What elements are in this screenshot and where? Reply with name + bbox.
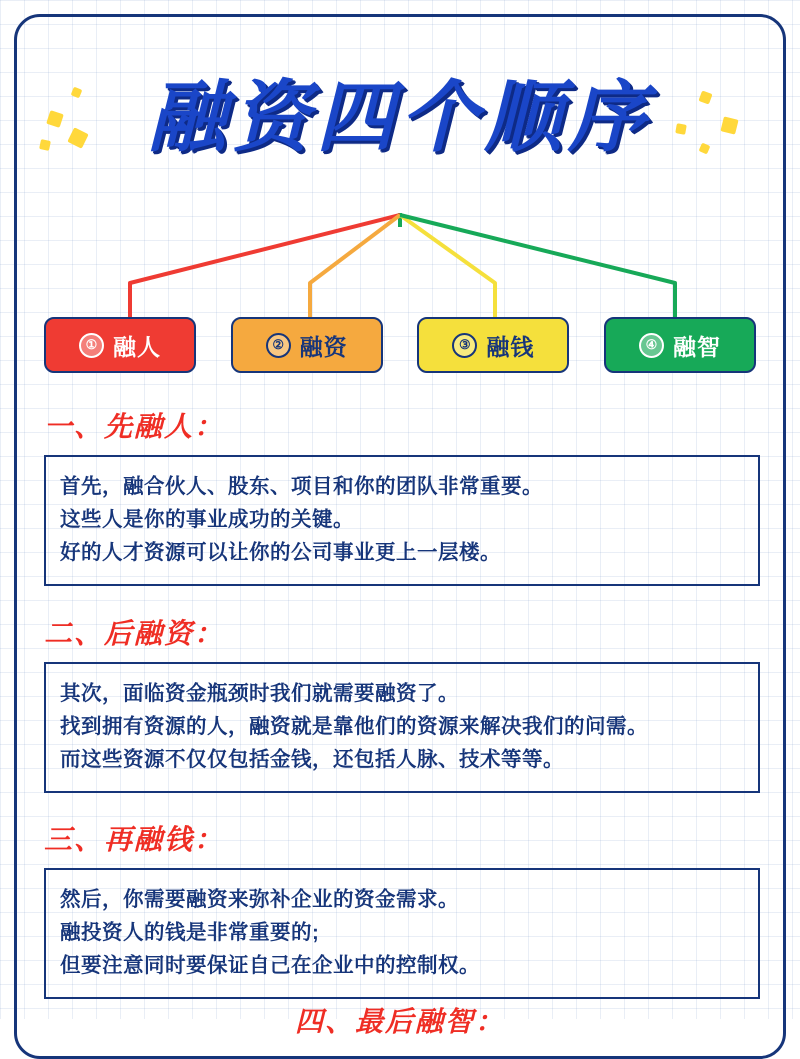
step-number-3: ③ [452,333,477,358]
step-number-4: ④ [639,333,664,358]
step-chip-2[interactable] [231,317,383,373]
section-3 [44,818,760,999]
step-number-2: ② [266,333,291,358]
section-1-line-2: 这些人是你的事业成功的关键。 [60,508,354,532]
section-3-body [44,868,760,999]
step-label-1: 融人 [113,333,161,360]
section-1-line-3: 好的人才资源可以让你的公司事业更上一层楼。 [60,541,501,565]
section-1-heading: 一、先融人： [44,411,225,442]
sparkle-icon [67,127,88,148]
section-3-line-2: 融投资人的钱是非常重要的; [60,921,320,945]
step-chip-4[interactable] [604,317,756,373]
sparkle-icon [675,123,687,135]
sparkle-icon [46,110,64,128]
step-number-1: ① [79,333,104,358]
section-2-heading: 二、后融资： [44,618,225,649]
step-chip-row [44,317,756,373]
sparkle-icon [39,139,51,151]
section-1 [44,405,760,586]
connector-tree [0,205,800,325]
page-title: 融资四个顺序 [147,73,652,161]
section-2-line-1: 其次，面临资金瓶颈时我们就需要融资了。 [60,682,459,705]
section-2-body [44,662,760,793]
section-3-heading: 三、再融钱： [44,824,225,855]
sparkle-icon [71,87,83,99]
section-1-line-1: 首先，融合伙人、股东、项目和你的团队非常重要。 [60,475,543,498]
step-label-3: 融钱 [486,333,535,360]
section-3-line-1: 然后，你需要融资来弥补企业的资金需求。 [60,888,459,911]
title-block [0,73,800,161]
step-label-4: 融智 [672,333,721,360]
step-chip-3[interactable] [417,317,569,373]
section-2 [44,612,760,793]
section-2-line-3: 而这些资源不仅仅包括金钱，还包括人脉、技术等等。 [60,748,564,772]
sparkle-icon [699,143,711,155]
section-3-line-3: 但要注意同时要保证自己在企业中的控制权。 [60,954,480,978]
step-chip-1[interactable] [44,317,196,373]
step-label-2: 融资 [299,333,348,360]
section-4-heading-peek: 四、最后融智： [294,1006,505,1037]
sparkle-icon [698,90,712,104]
section-1-body [44,455,760,586]
section-2-line-2: 找到拥有资源的人，融资就是靠他们的资源来解决我们的问需。 [60,715,648,739]
sparkle-icon [720,116,738,134]
